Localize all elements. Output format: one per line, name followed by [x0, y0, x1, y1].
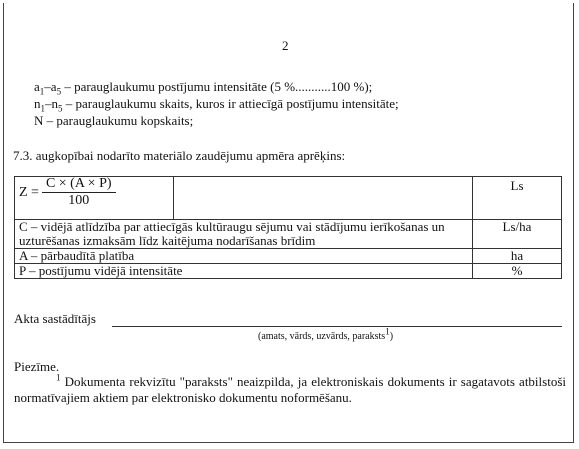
formula-fraction — [42, 177, 116, 208]
row-unit-c: Ls/ha — [473, 220, 562, 249]
section-heading: 7.3. augkopībai nodarīto materiālo zaudējumu apmēra aprēķins: — [13, 148, 346, 163]
signature-label: Akta sastādītājs — [14, 311, 96, 326]
table-row — [15, 249, 562, 264]
row-desc-c: C – vidējā atlīdzība par attiecīgās kultūraugu sējumu vai stādījumu ierīkošanas un uzturēšanas izmaksām līdz kaitējuma nodarīšanas brīdim — [15, 220, 473, 249]
formula-numerator: C × (A × P) — [42, 177, 116, 193]
formula-empty-cell — [174, 177, 473, 220]
legend-line-n: $n_1-n_5$ – parauglaukumu skaits, kuros ir attiecīgā postījumu intensitāte; — [34, 96, 399, 114]
row-unit-p: % — [473, 264, 562, 279]
table-row — [15, 220, 562, 249]
note-body — [14, 374, 566, 406]
formula-cell — [15, 177, 174, 220]
note-text: Dokumenta rekvizītu "paraksts" neaizpilda, ja elektroniskais dokuments ir sagatavots atbilstoši normatīvajiem aktiem par elektronisko dokumentu noformēšanu. — [14, 374, 566, 405]
formula-denominator: 100 — [68, 193, 90, 208]
legend-line-a: $a_1-a_5$ – parauglaukumu postījumu intensitāte (5 %...........100 %); — [34, 79, 373, 97]
row-unit-a: ha — [473, 249, 562, 264]
signature-line[interactable] — [112, 326, 562, 327]
formula-row — [15, 177, 562, 220]
formula-unit: Ls — [473, 177, 562, 220]
row-desc-a: A – pārbaudītā platība — [15, 249, 473, 264]
legend-line-total: N – parauglaukumu kopskaits; — [34, 113, 194, 128]
note-heading: Piezīme. — [14, 359, 60, 374]
note-footnote-mark: 1 — [56, 372, 61, 383]
signature-caption: (amats, vārds, uzvārds, paraksts$^1$) — [258, 326, 394, 342]
table-row — [15, 264, 562, 279]
page-number: 2 — [282, 38, 289, 53]
row-desc-p: P – postījumu vidējā intensitāte — [15, 264, 473, 279]
formula — [19, 177, 169, 208]
formula-lhs: Z = — [19, 184, 39, 200]
calculation-table — [14, 176, 562, 279]
